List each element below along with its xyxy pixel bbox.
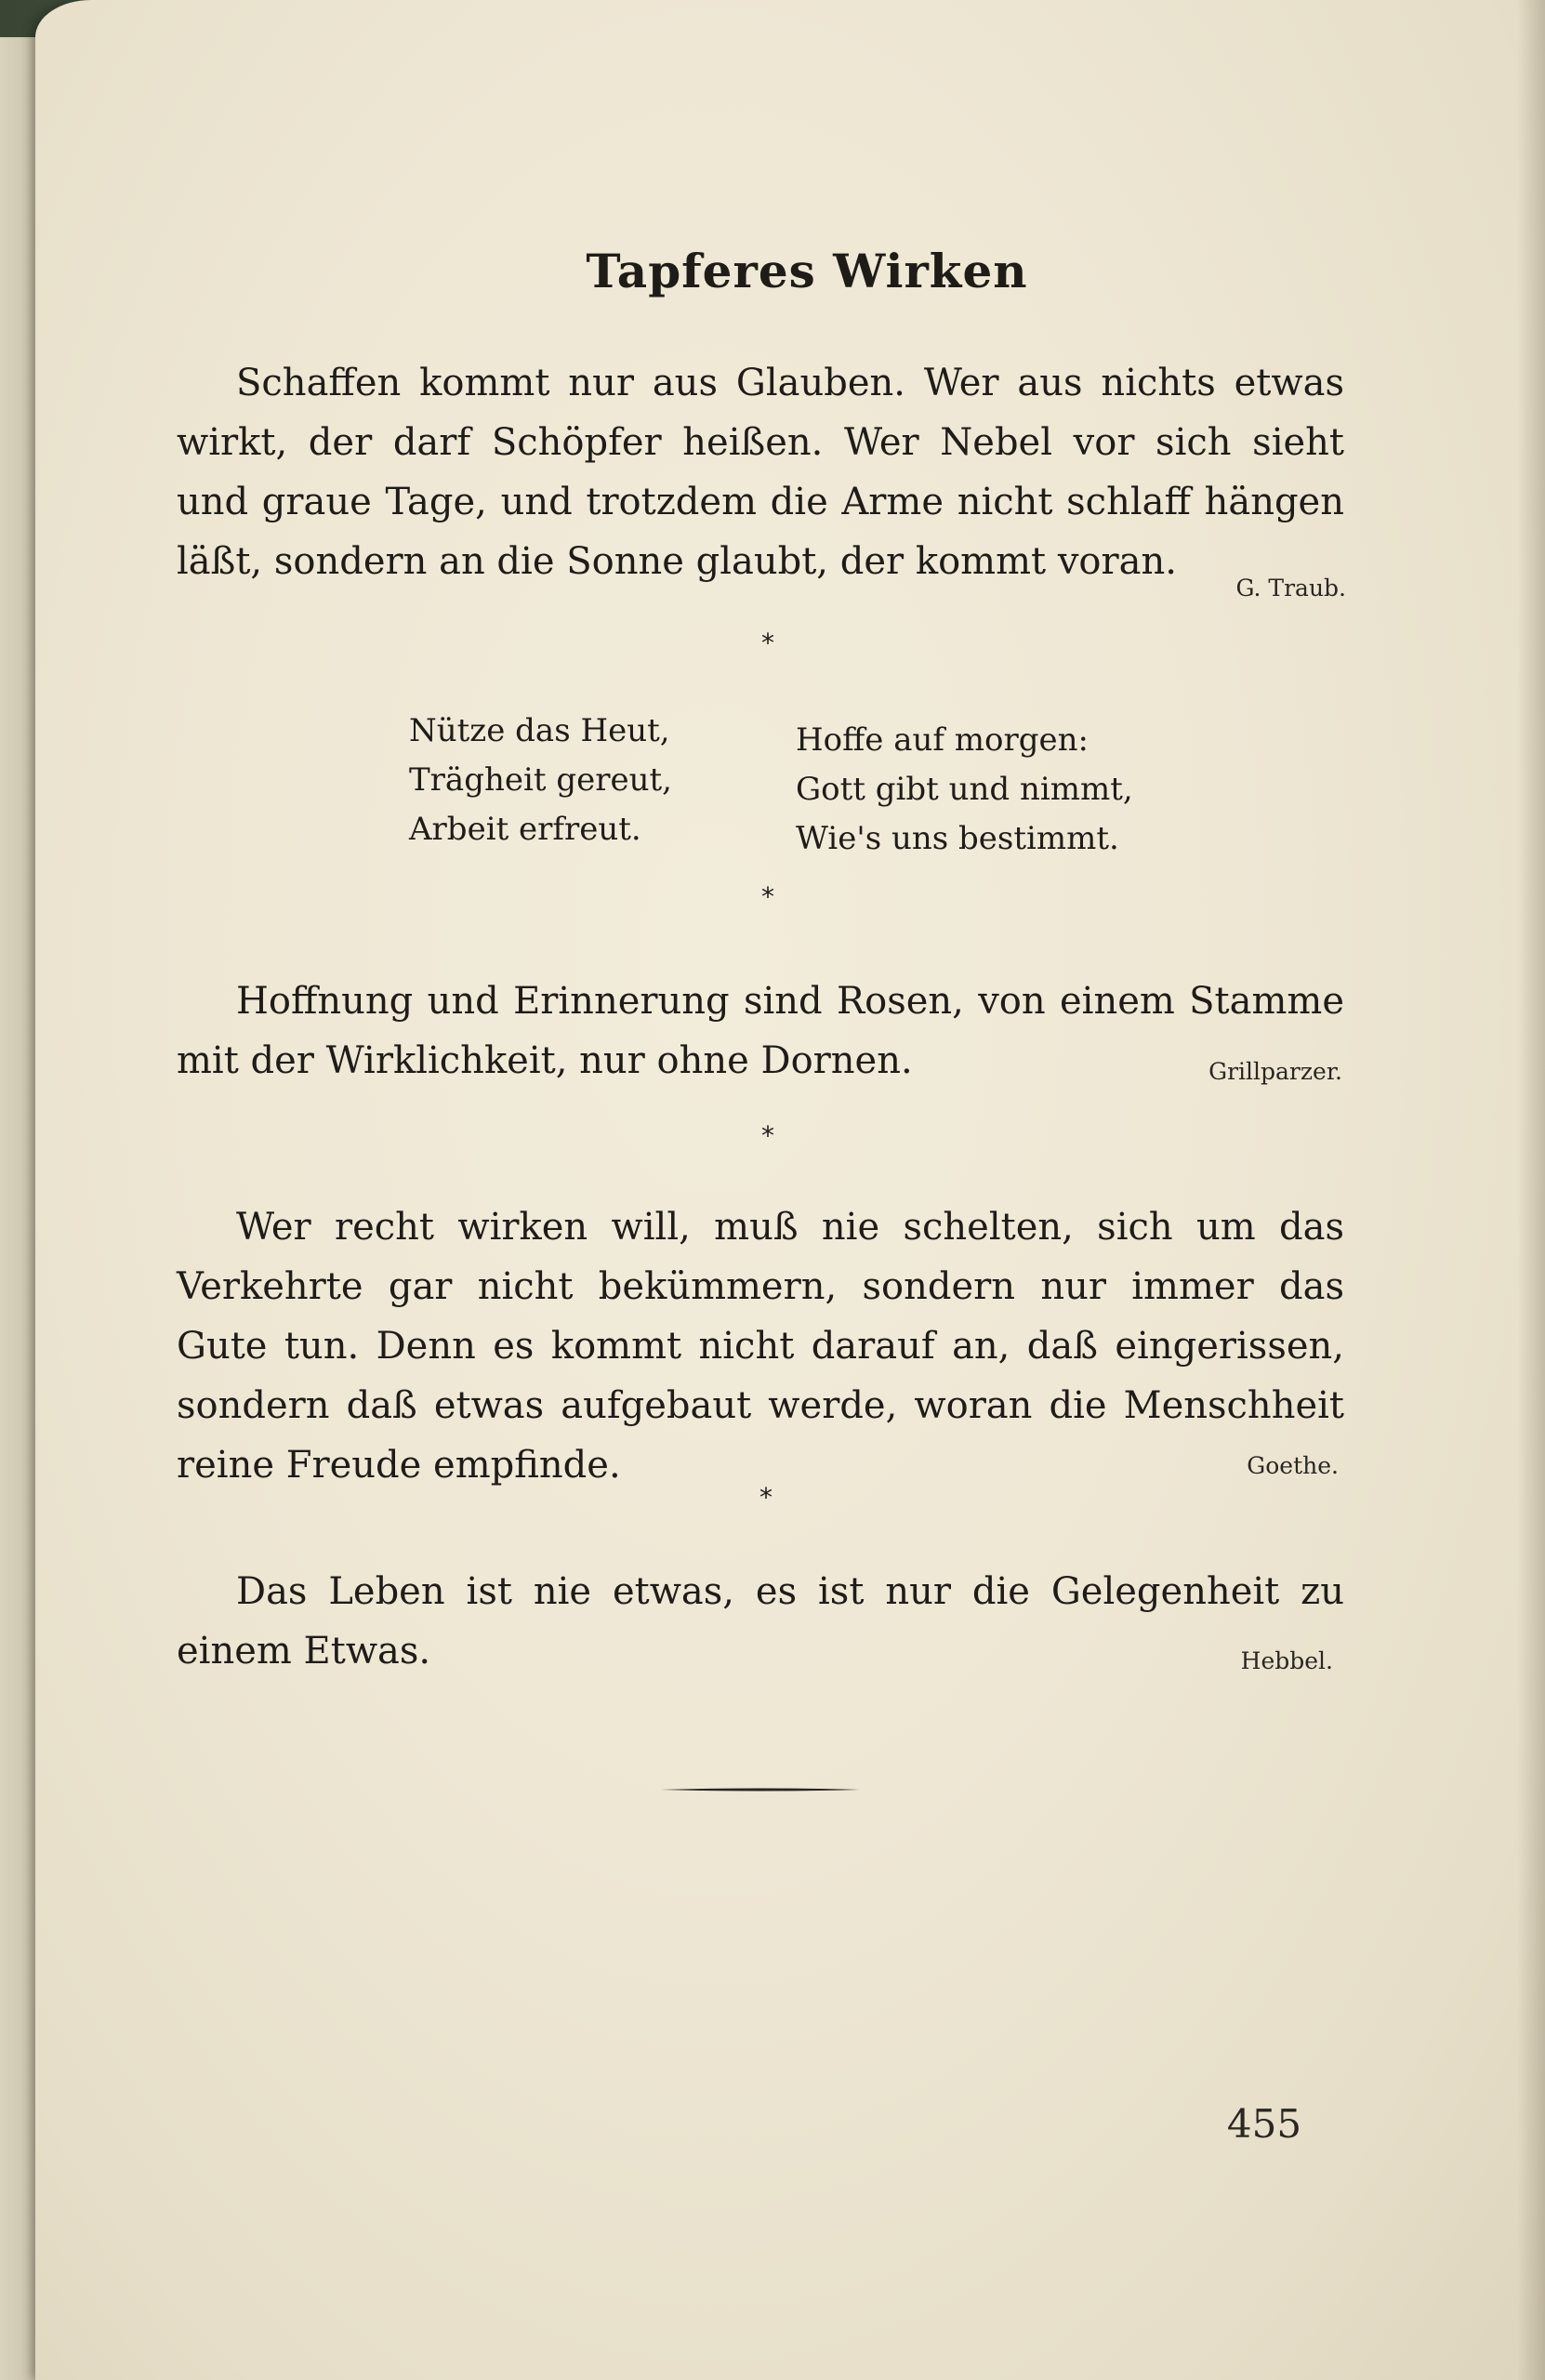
quote-hebbel-author: Hebbel.	[1240, 1647, 1333, 1674]
quote-grillparzer-author: Grillparzer.	[1208, 1058, 1342, 1085]
separator-asterisk: *	[759, 1482, 772, 1513]
quote-hebbel-text: Das Leben ist nie etwas, es ist nur die Gelegenheit zu einem Etwas.	[177, 1570, 1344, 1673]
quote-grillparzer-text: Hoffnung und Erinnerung sind Rosen, von einem Stamme mit der Wirklichkeit, nur ohne Dornen.	[177, 980, 1344, 1082]
page-title: Tapferes Wirken	[586, 244, 1028, 298]
verse-line: Gott gibt und nimmt,	[796, 771, 1133, 808]
closing-rule-ornament	[661, 1787, 860, 1792]
quote-traub-author: G. Traub.	[1235, 575, 1346, 602]
verse-line: Nütze das Heut,	[409, 712, 670, 749]
verse-line: Hoffe auf morgen:	[796, 721, 1089, 759]
quote-goethe-text: Wer recht wirken will, muß nie schelten, sich um das Verkehrte gar nicht bekümmern, sondern nur immer das Gute tun. Denn es kommt nicht darauf an, daß eingerissen, sondern daß etwas aufgebaut werde, woran die Menschheit reine Freude empfinde.	[177, 1206, 1344, 1487]
verse-left-column	[409, 707, 672, 854]
separator-asterisk: *	[761, 628, 774, 658]
verse-line: Trägheit gereut,	[409, 761, 672, 799]
verse-line: Arbeit erfreut.	[409, 811, 641, 848]
separator-asterisk: *	[761, 1120, 774, 1151]
quote-traub-text: Schaffen kommt nur aus Glauben. Wer aus nichts etwas wirkt, der darf Schöpfer heißen. Wer Nebel vor sich sieht und graue Tage, und trotzdem die Arme nicht schlaff hängen läßt, sondern an die Sonne glaubt, der kommt voran.	[177, 362, 1344, 583]
verse-line: Wie's uns bestimmt.	[796, 820, 1119, 857]
separator-asterisk: *	[761, 881, 774, 912]
verse-right-column	[796, 716, 1133, 864]
quote-goethe-author: Goethe.	[1247, 1452, 1339, 1479]
book-page	[35, 0, 1545, 2380]
page-number: 455	[1226, 2101, 1302, 2147]
